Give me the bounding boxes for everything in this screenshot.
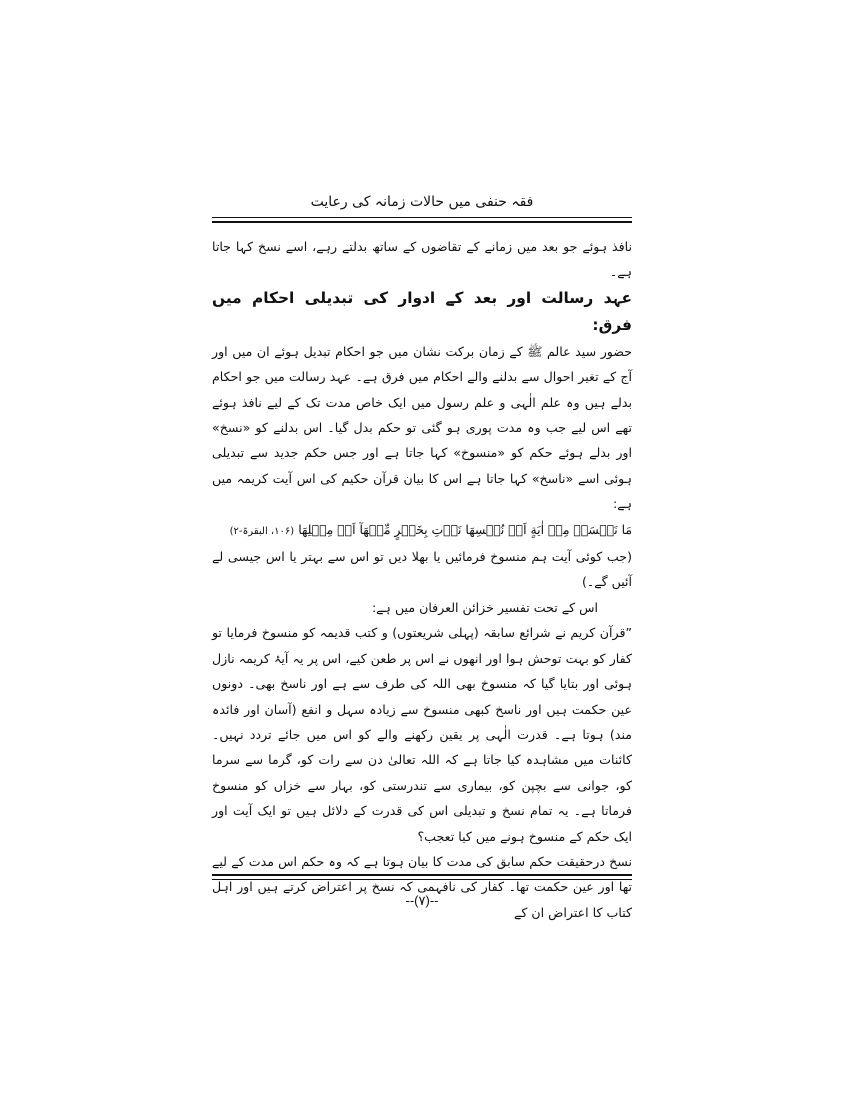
header-rule-upper [212,217,632,218]
footer-rule-lower [212,879,632,880]
verse-line [212,517,632,544]
verse-arabic: مَا نَنۡسَخۡ مِنۡ اٰيَةٍ اَوۡ نُنۡسِهَا نَاۡتِ بِخَيۡرٍ مِّنۡهَآ اَوۡ مِثۡلِهَا [298,521,632,537]
tafseer-intro: اس کے تحت تفسیر خزائن العرفان میں ہے: [371,599,598,615]
paragraph-2: نسخ درحقیقت حکم سابق کی مدت کا بیان ہوتا ہے کہ وہ حکم اس مدت کے لیے تھا اور عین حکمت تھا۔ کفار کی نافہمی کہ نسخ پر اعتراض کرتے ہیں اور اہل کتاب کا اعتراض ان کے [212,853,632,920]
page-body [212,234,632,925]
running-title: فقہ حنفی میں حالات زمانہ کی رعایت [310,194,534,210]
intro-line: نافذ ہوئے جو بعد میں زمانے کے تقاضوں کے ساتھ بدلتے رہے، اسے نسخ کہا جاتا ہے۔ [212,239,632,280]
header-rule-lower [212,221,632,223]
paragraph-1: حضور سید عالم ﷺ کے زمان برکت نشان میں جو احکام تبدیل ہوئے ان میں اور آج کے تغیر احوال سے بدلنے والے احکام میں فرق ہے۔ عہد رسالت میں جو احکام بدلے ہیں وہ علم الٰہی و علم رسول میں ایک خاص مدت تک کے لیے نافذ ہوئے تھے اس لیے جب وہ مدت پوری ہو گئی تو حکم بدل گیا۔ اس بدلنے کو «نسخ» اور بدلے ہوئے حکم کو «منسوخ» کہا جاتا ہے اور جس حکم جدید سے تبدیلی ہوئی اسے «ناسخ» کہا جاتا ہے اس کا بیان قرآن حکیم کی اس آیت کریمہ میں ہے: [212,343,632,512]
footer-rule-upper [212,874,632,876]
verse-translation: (جب کوئی آیت ہم منسوخ فرمائیں یا بھلا دیں تو اس سے بہتر یا اس جیسی لے آئیں گے۔) [212,549,632,590]
section-heading: عہد رسالت اور بعد کے ادوار کی تبدیلی احکام میں فرق: [212,288,632,334]
book-page [212,190,632,920]
quotation: ”قرآن کریم نے شرائع سابقہ (پہلی شریعتوں) و کتب قدیمہ کو منسوخ فرمایا تو کفار کو بہت توحش ہوا اور انھوں نے اس پر طعن کیے، اس پر یہ آیۂ کریمہ نازل ہوئی اور بتایا گیا کہ منسوخ بھی اللہ کی طرف سے ہے اور ناسخ بھی۔ دونوں عین حکمت ہیں اور ناسخ کبھی منسوخ سے زیادہ سہل و انفع (آسان اور فائدہ مند) ہوتا ہے۔ قدرت الٰہی پر یقین رکھنے والے کو اس میں جائے تردد نہیں۔ کائنات میں مشاہدہ کیا جاتا ہے کہ اللہ تعالیٰ دن سے رات کو، گرما سے سرما کو، جوانی سے بچپن کو، بیماری سے تندرستی کو، بہار سے خزاں کو منسوخ فرماتا ہے۔ یہ تمام نسخ و تبدیلی اس کی قدرت کے دلائل ہیں تو ایک آیت اور ایک حکم کے منسوخ ہونے میں کیا تعجب؟ [212,625,632,844]
page-number: --(۷)-- [405,893,439,908]
verse-reference: (۱۰۶، البقرۃ-۲) [229,525,295,537]
